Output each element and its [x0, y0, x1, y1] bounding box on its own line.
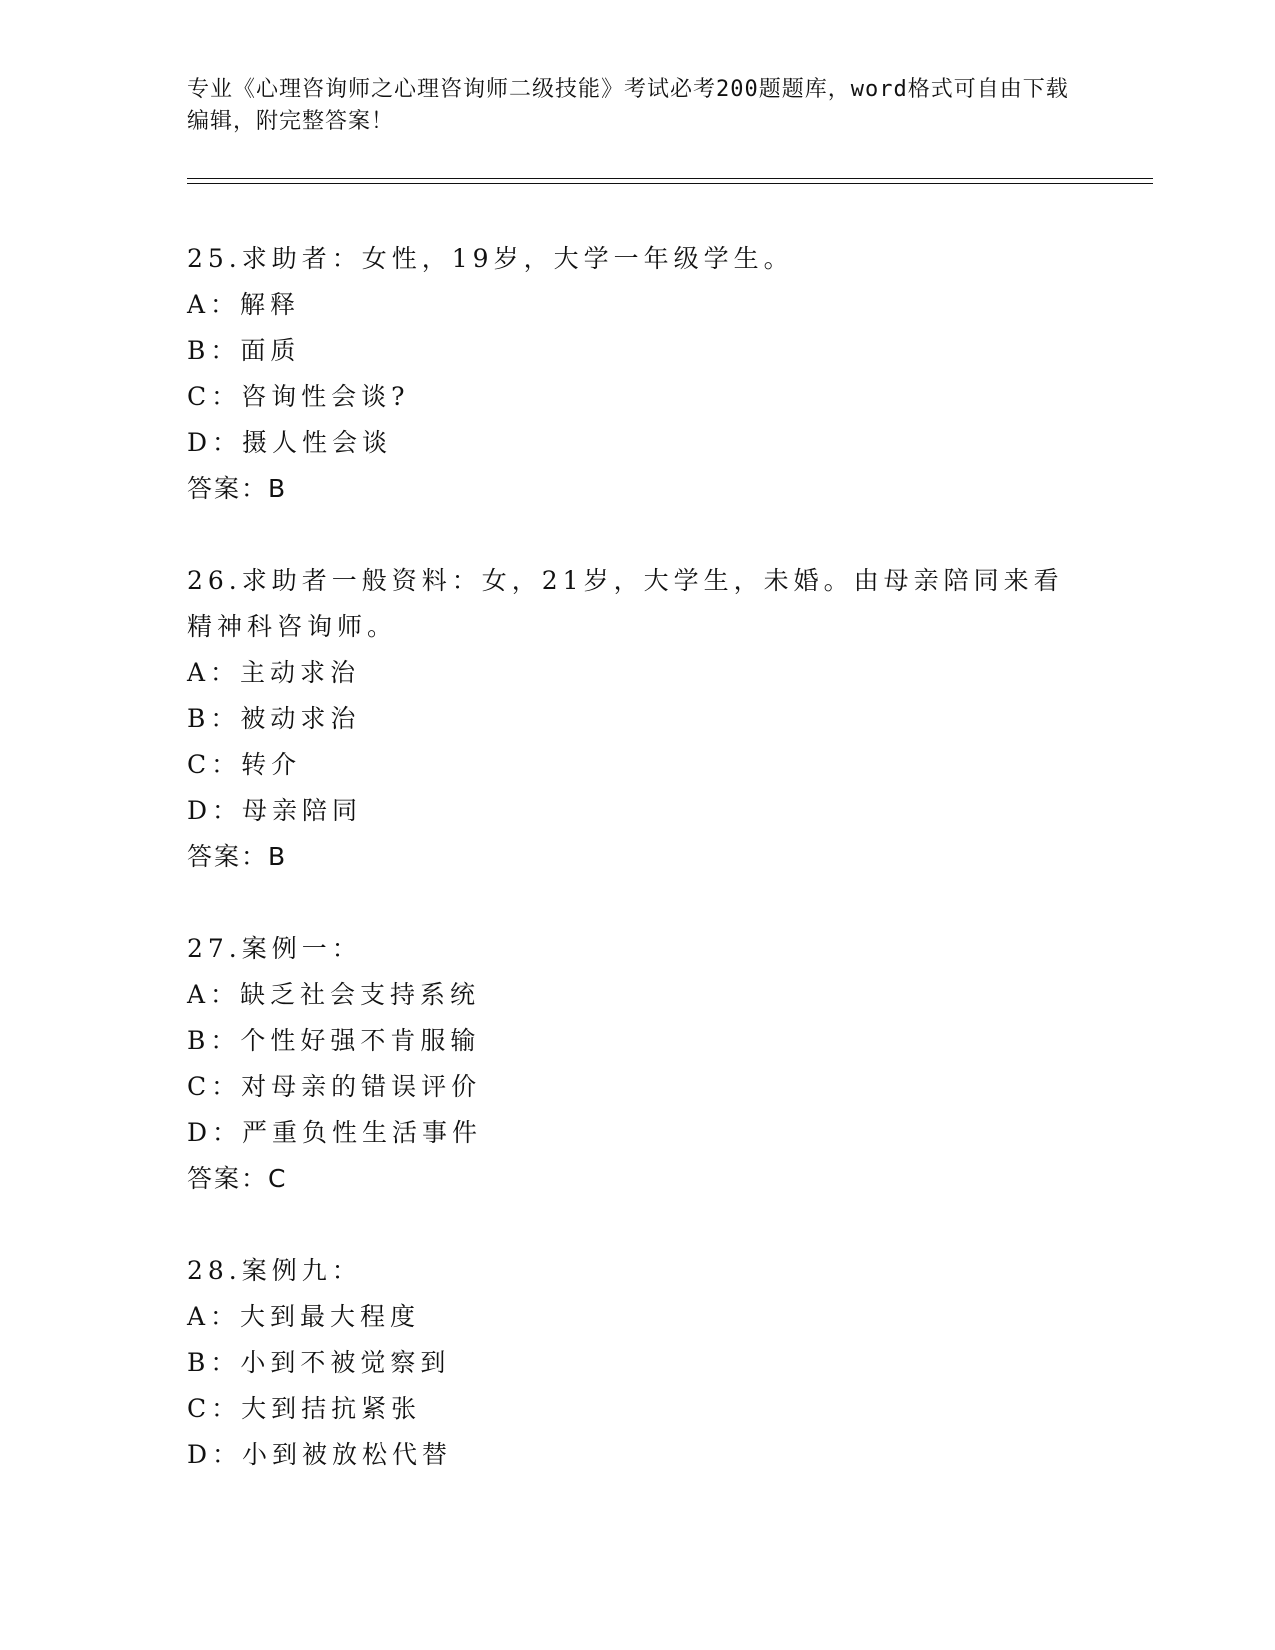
- option-b: B：小到不被觉察到: [187, 1348, 451, 1377]
- answer: 答案：C: [187, 1164, 288, 1193]
- question-list: [187, 236, 1087, 1524]
- answer: 答案：B: [187, 842, 288, 871]
- option-c: C：大到拮抗紧张: [187, 1394, 422, 1423]
- option-d: D：严重负性生活事件: [187, 1118, 483, 1147]
- option-a: A：缺乏社会支持系统: [187, 980, 481, 1009]
- option-a: A：解释: [187, 290, 301, 319]
- option-a: A：主动求治: [187, 658, 361, 687]
- option-b: B：个性好强不肯服输: [187, 1026, 481, 1055]
- option-b: B：面质: [187, 336, 301, 365]
- document-header: 专业《心理咨询师之心理咨询师二级技能》考试必考200题题库，word格式可自由下载编辑，附完整答案！: [187, 77, 1069, 134]
- question-stem: 27.案例一：: [187, 934, 362, 963]
- option-c: C：转介: [187, 750, 302, 779]
- question-stem: 25.求助者：女性，19岁，大学一年级学生。: [187, 244, 794, 273]
- option-d: D：摄人性会谈: [187, 428, 393, 457]
- option-d: D：母亲陪同: [187, 796, 363, 825]
- option-a: A：大到最大程度: [187, 1302, 421, 1331]
- question-25: [187, 236, 1087, 512]
- question-stem: 26.求助者一般资料：女，21岁，大学生，未婚。由母亲陪同来看精神科咨询师。: [187, 566, 1064, 641]
- header-divider-top: [187, 178, 1153, 179]
- option-c: C：对母亲的错误评价: [187, 1072, 482, 1101]
- question-28: [187, 1248, 1087, 1478]
- question-26: [187, 558, 1087, 880]
- option-c: C：咨询性会谈?: [187, 382, 410, 411]
- question-stem: 28.案例九：: [187, 1256, 362, 1285]
- header-divider-bottom: [187, 183, 1153, 184]
- answer: 答案：B: [187, 474, 288, 503]
- option-b: B：被动求治: [187, 704, 361, 733]
- question-27: [187, 926, 1087, 1202]
- option-d: D：小到被放松代替: [187, 1440, 453, 1469]
